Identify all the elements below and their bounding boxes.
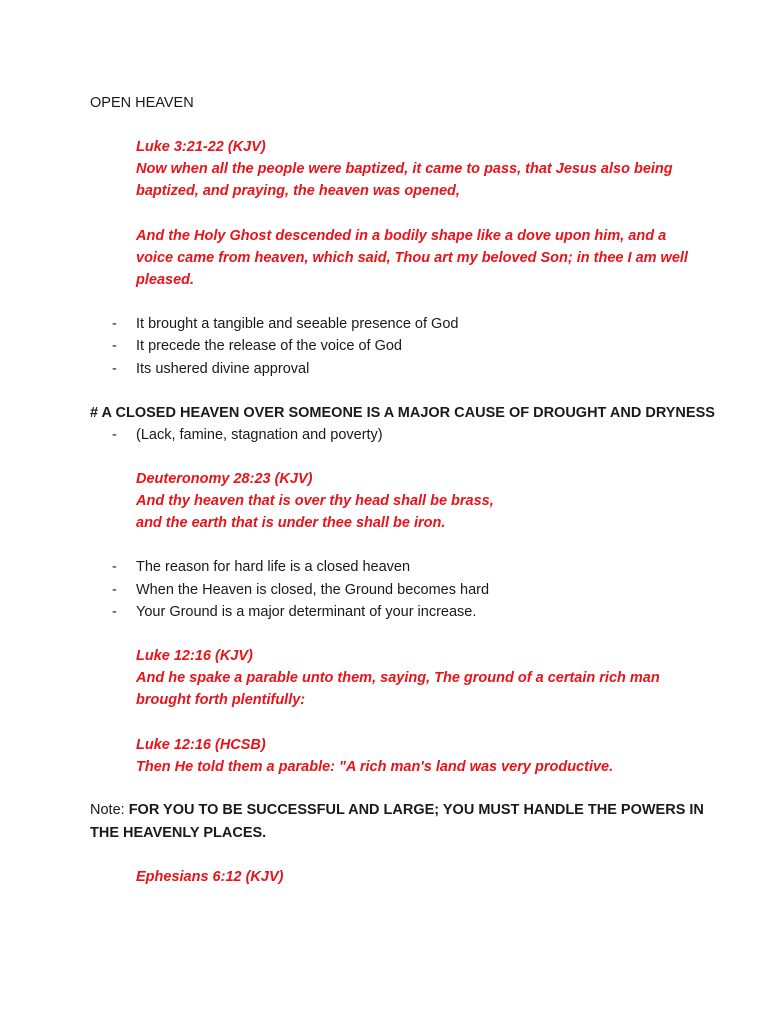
scripture-text: baptized, and praying, the heaven was opened, (136, 183, 460, 199)
scripture-text: Now when all the people were baptized, it came to pass, that Jesus also being (136, 161, 673, 177)
list-item-text: Its ushered divine approval (136, 361, 310, 377)
scripture-reference: Ephesians 6:12 (KJV) (136, 869, 284, 885)
list-item-text: Your Ground is a major determinant of your increase. (136, 604, 477, 620)
scripture-text: voice came from heaven, which said, Thou art my beloved Son; in thee I am well (136, 250, 688, 266)
list-item-text: (Lack, famine, stagnation and poverty) (136, 427, 383, 443)
scripture-reference: Luke 3:21-22 (KJV) (136, 139, 266, 155)
list-item: - It precede the release of the voice of God (112, 338, 402, 354)
document-title: OPEN HEAVEN (90, 95, 194, 111)
list-item: - Its ushered divine approval (112, 361, 310, 377)
list-item-text: When the Heaven is closed, the Ground becomes hard (136, 582, 490, 598)
note-paragraph-continued (90, 822, 266, 844)
scripture-text: and the earth that is under thee shall be iron. (136, 515, 446, 531)
list-item: - Your Ground is a major determinant of your increase. (112, 604, 477, 620)
note-paragraph (90, 799, 704, 821)
list-item: - It brought a tangible and seeable presence of God (112, 316, 459, 332)
list-item: - (Lack, famine, stagnation and poverty) (112, 427, 383, 443)
list-item: - When the Heaven is closed, the Ground becomes hard (112, 582, 490, 598)
scripture-text: And the Holy Ghost descended in a bodily shape like a dove upon him, and a (136, 228, 667, 244)
scripture-reference: Luke 12:16 (HCSB) (136, 737, 266, 753)
list-item-text: It precede the release of the voice of God (136, 338, 402, 354)
scripture-text: brought forth plentifully: (136, 692, 306, 708)
list-item: - The reason for hard life is a closed heaven (112, 559, 411, 575)
note-label: Note: (90, 802, 129, 818)
note-text: FOR YOU TO BE SUCCESSFUL AND LARGE; YOU MUST HANDLE THE POWERS IN (128, 802, 704, 818)
scripture-text: Then He told them a parable: "A rich man's land was very productive. (136, 759, 614, 775)
scripture-text: pleased. (136, 272, 195, 288)
scripture-reference: Deuteronomy 28:23 (KJV) (136, 471, 313, 487)
scripture-text: And he spake a parable unto them, saying, The ground of a certain rich man (136, 670, 660, 686)
note-text: THE HEAVENLY PLACES. (90, 825, 267, 841)
scripture-reference: Luke 12:16 (KJV) (136, 648, 253, 664)
list-item-text: It brought a tangible and seeable presence of God (136, 316, 459, 332)
list-item-text: The reason for hard life is a closed heaven (136, 559, 411, 575)
scripture-text: And thy heaven that is over thy head shall be brass, (136, 493, 494, 509)
section-heading: # A CLOSED HEAVEN OVER SOMEONE IS A MAJOR CAUSE OF DROUGHT AND DRYNESS (90, 405, 715, 421)
